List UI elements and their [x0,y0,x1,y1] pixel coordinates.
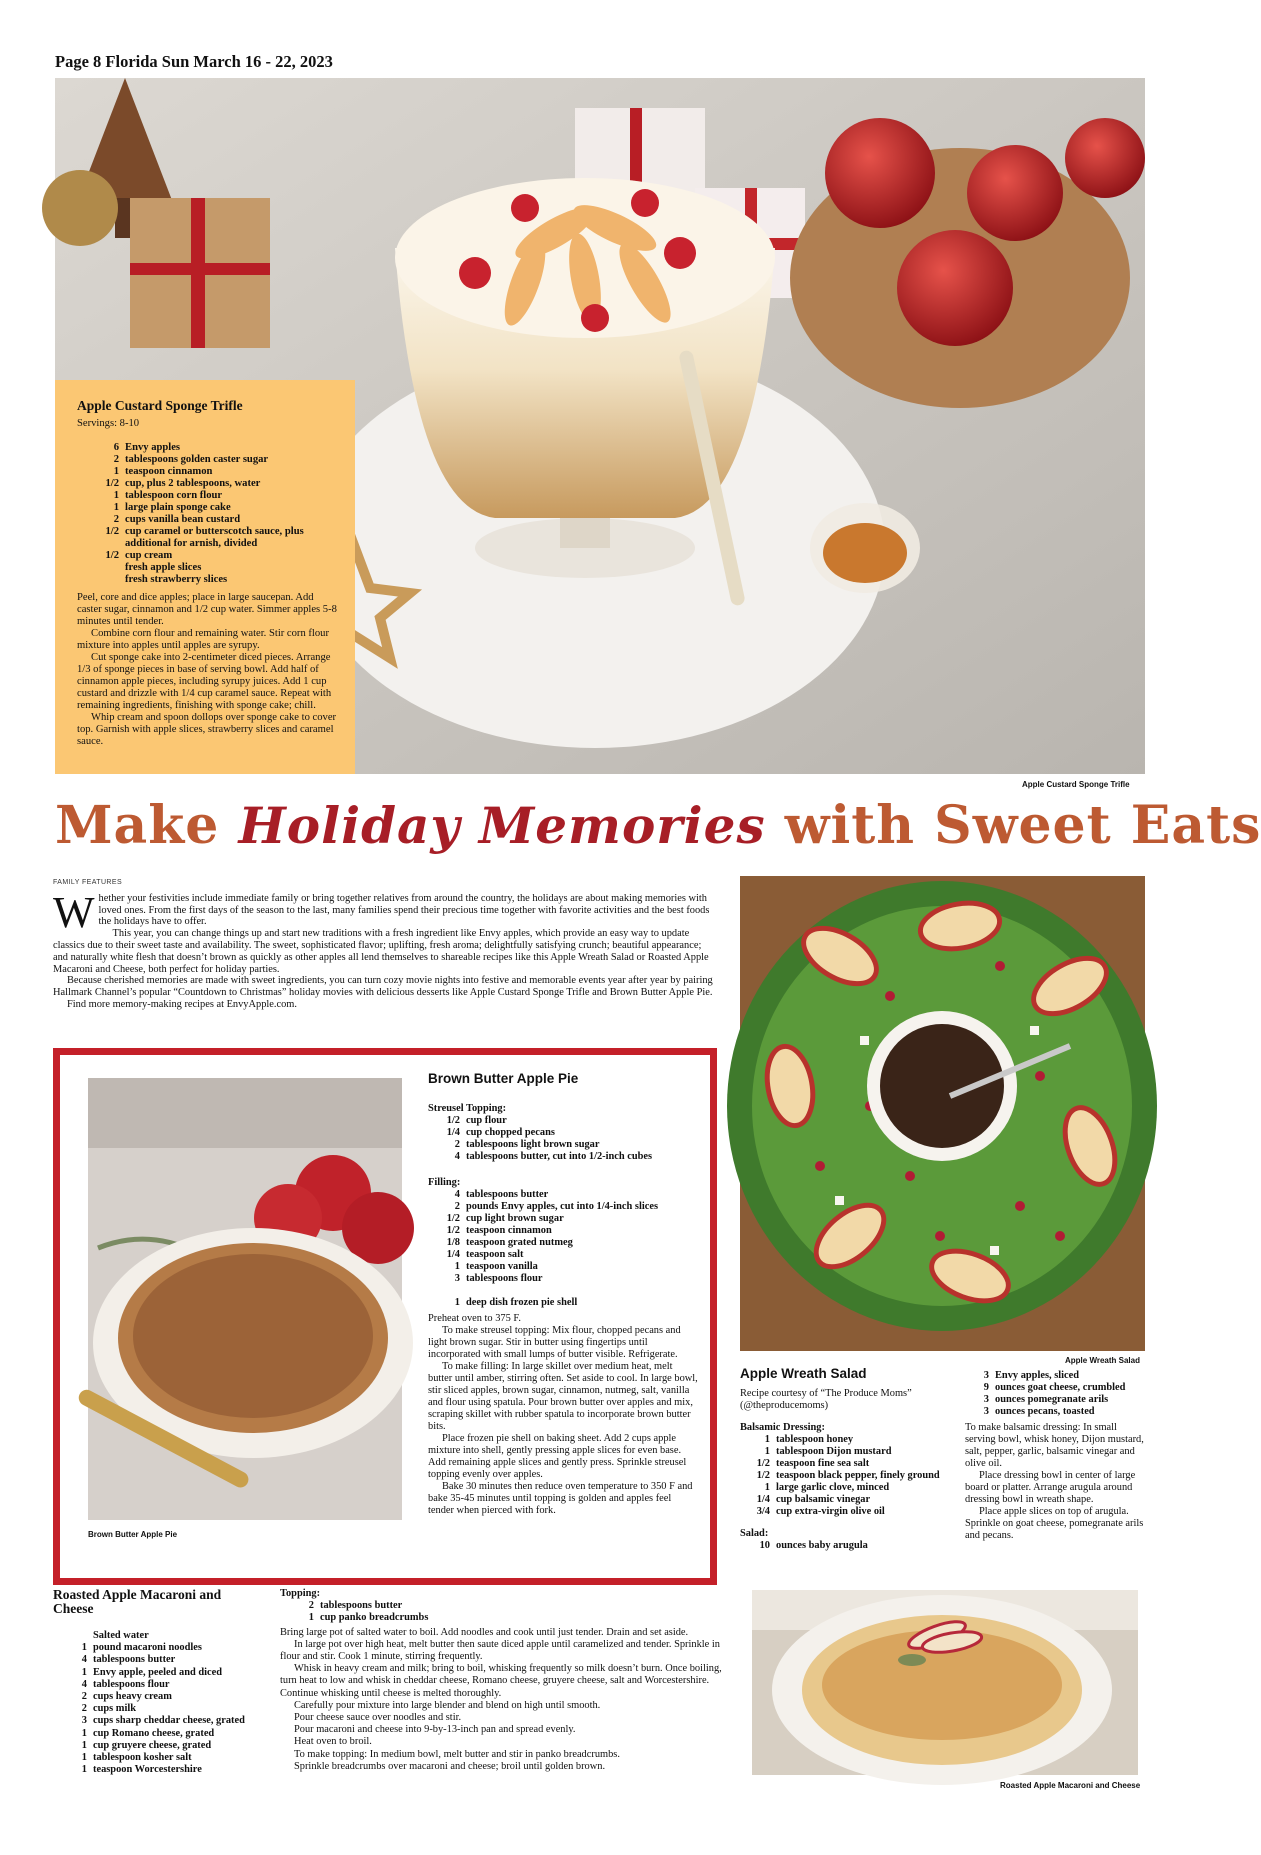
ingredient-line [65,1740,265,1752]
ingredient-line [428,1225,698,1237]
direction-paragraph: Pour macaroni and cheese into 9-by-13-inch pan and spread evenly. [294,1724,576,1736]
ingredient-quantity: 1 [764,1446,770,1457]
ingredient-line [65,1715,265,1727]
ingredient-text: fresh strawberry slices [125,574,228,585]
ingredient-line [740,1470,940,1482]
direction-paragraph: To make balsamic dressing: In small serving bowl, whisk honey, Dijon mustard, salt, pepper, garlic, balsamic vinegar and olive oil. [965,1422,1144,1469]
ingredient-text: tablespoons butter [320,1600,403,1612]
ingredient-line [77,490,337,502]
mac-directions [280,1627,730,1773]
mac-ingredients [65,1630,265,1776]
pie-caption: Brown Butter Apple Pie [88,1530,178,1539]
ingredient-line [740,1540,940,1552]
filling-ingredients [428,1189,698,1285]
intro-paragraph-1: hether your festivities include immediate family or bring together relatives from around the country, the holidays are about making memories with loved ones. From the first days of the season to the last, many families spend their precious time together with favorite activities and the best foods the holidays have to offer. [98,892,710,928]
ingredient-text: cup cream [125,550,173,561]
ingredient-quantity [77,574,119,586]
direction-paragraph: Heat oven to broil. [294,1736,372,1748]
ingredient-line [77,478,337,490]
ingredient-line [77,466,337,478]
ingredient-line [740,1494,940,1506]
pie-recipe [428,1073,698,1517]
ingredient-quantity: 2 [454,1201,460,1212]
salad-label: Salad: [740,1528,769,1539]
ingredient-quantity: 1 [764,1482,770,1493]
mac-ingredients-block [65,1630,265,1776]
ingredient-text: cup, plus 2 tablespoons, water [125,478,261,489]
ingredient-text: cups sharp cheddar cheese, grated [93,1715,245,1727]
ingredient-text: tablespoon corn flour [125,490,223,501]
ingredient-text: tablespoons butter, cut into 1/2-inch cubes [466,1151,653,1162]
ingredient-line [965,1394,1145,1406]
ingredient-text: tablespoons butter [93,1654,176,1666]
ingredient-line [740,1506,940,1518]
pie-photo [88,1078,402,1520]
direction-paragraph: Combine corn flour and remaining water. Stir corn flour mixture into apples until apples are syrupy. [77,628,330,651]
ingredient-quantity: 1/2 [446,1225,460,1236]
direction-paragraph: Peel, core and dice apples; place in large saucepan. Add caster sugar, cinnamon and 1/2 cup water. Simmer apples 5-8 minutes until tender. [77,592,337,627]
pie-directions [428,1313,698,1517]
ingredient-quantity: 1/2 [446,1115,460,1126]
ingredient-line [428,1261,698,1273]
ingredient-text: cup light brown sugar [466,1213,564,1224]
ingredient-text: cup panko breadcrumbs [320,1612,429,1624]
direction-paragraph: Carefully pour mixture into large blender and blend on high until smooth. [294,1699,601,1711]
mac-caption: Roasted Apple Macaroni and Cheese [1000,1781,1141,1790]
streusel-ingredients [428,1115,698,1163]
ingredient-quantity: 3/4 [756,1506,770,1517]
direction-paragraph: Place apple slices on top of arugula. Sprinkle on goat cheese, pomegranate arils and pecans. [965,1506,1144,1541]
ingredient-quantity: 2 [81,1691,87,1703]
trifle-directions [77,592,337,748]
ingredient-line [428,1127,698,1139]
ingredient-line [65,1642,265,1654]
dropcap: W [53,887,95,937]
ingredient-quantity: 1 [764,1434,770,1445]
ingredient-quantity: 1/2 [105,526,119,537]
direction-paragraph: Place frozen pie shell on baking sheet. Add 2 cups apple mixture into shell, gently pressing apple slices for even base. Add remaining apple slices and gently press. Sprinkle streusel topping evenly over apples. [428,1433,687,1480]
ingredient-line [740,1482,940,1494]
ingredient-line [77,550,337,562]
ingredient-text: ounces pomegranate arils [995,1394,1109,1405]
ingredient-quantity: 10 [759,1540,770,1551]
direction-paragraph: To make topping: In medium bowl, melt butter and stir in panko breadcrumbs. [294,1748,620,1760]
ingredient-line [965,1406,1145,1418]
ingredient-quantity: 1 [308,1612,314,1624]
direction-paragraph: Whisk in heavy cream and milk; bring to boil, whisking frequently so milk doesn’t burn. Once boiling, turn heat to low and whisk in cheddar cheese, Romano cheese, gruyere cheese, salt and Worcestershire. Continue whisking until cheese is melted thoroughly. [280,1663,722,1699]
ingredient-quantity: 6 [113,442,119,453]
ingredient-quantity: 1 [81,1752,87,1764]
ingredient-quantity: 1/2 [105,478,119,489]
direction-paragraph: Pour cheese sauce over noodles and stir. [294,1712,462,1724]
ingredient-text: teaspoon salt [466,1249,524,1260]
salad-caption: Apple Wreath Salad [1065,1356,1140,1365]
streusel-label: Streusel Topping: [428,1103,507,1114]
ingredient-line [428,1273,698,1285]
ingredient-line [965,1370,1145,1382]
ingredient-line [965,1382,1145,1394]
ingredient-line [77,574,337,586]
intro-paragraph-2: This year, you can change things up and start new traditions with a fresh ingredient like Envy apples, which provide an easy way to update classics due to their sweet taste and availability. The sweet, sophisticated flavor; uplifting, fresh aroma; delightfully satisfying crunch; beautiful appearance; and naturally white flesh that doesn’t brown as quickly as other apples all lend themselves to shareable recipes like this Apple Wreath Salad or Roasted Apple Macaroni and Cheese, both perfect for holiday parties. [53,928,709,975]
headline-part-2: Holiday Memories [238,796,766,855]
ingredient-line [428,1151,698,1163]
salad-title: Apple Wreath Salad [740,1366,867,1381]
intro-paragraph-4: Find more memory-making recipes at EnvyApple.com. [67,998,297,1010]
ingredient-line [740,1446,940,1458]
ingredient-text: Envy apples [125,442,181,453]
ingredient-quantity: 1/2 [446,1213,460,1224]
mac-title: Roasted Apple Macaroni and Cheese [53,1587,222,1616]
ingredient-line [288,1612,730,1624]
ingredient-quantity: 1/8 [446,1237,460,1248]
salad-recipe [740,1368,940,1552]
ingredient-quantity: 1 [81,1642,87,1654]
mac-topping-and-directions [280,1588,730,1773]
dressing-ingredients [740,1434,940,1518]
direction-paragraph: In large pot over high heat, melt butter then saute diced apple until caramelized and tender. Sprinkle in flour and stir. Cook 1 minute, stirring frequently. [280,1638,720,1663]
direction-paragraph: To make filling: In large skillet over medium heat, melt butter until amber, stirring often. Set aside to cool. In large bowl, stir sliced apples, brown sugar, cinnamon, nutmeg, salt, vanilla and flour using spatula. Pour brown butter over apples and mix, scraping skillet with rubber spatula to incorporate brown butter bits. [428,1361,698,1432]
trifle-recipe-box [55,380,355,774]
ingredient-line [428,1139,698,1151]
ingredient-line [77,454,337,466]
ingredient-text: teaspoon grated nutmeg [466,1237,573,1248]
ingredient-text: tablespoon Dijon mustard [776,1446,892,1457]
ingredient-line [65,1764,265,1776]
direction-paragraph: Place dressing bowl in center of large board or platter. Arrange arugula around dressing bowl in wreath shape. [965,1470,1136,1505]
ingredient-line [65,1654,265,1666]
filling-label: Filling: [428,1177,461,1188]
pie-title: Brown Butter Apple Pie [428,1071,579,1086]
ingredient-text: cup chopped pecans [466,1127,555,1138]
direction-paragraph: Whip cream and spoon dollops over sponge cake to cover top. Garnish with apple slices, strawberry slices and caramel sauce. [77,712,337,747]
page-header: Page 8 Florida Sun March 16 - 22, 2023 [55,52,333,71]
ingredient-line [65,1679,265,1691]
ingredient-text: cups vanilla bean custard [125,514,241,525]
salad-recipe-column-2 [965,1370,1145,1542]
ingredient-line [428,1249,698,1261]
ingredient-quantity: 2 [81,1703,87,1715]
ingredient-quantity: 4 [454,1151,460,1162]
direction-paragraph: Sprinkle breadcrumbs over macaroni and cheese; broil until golden brown. [294,1760,606,1772]
ingredient-text: tablespoons butter [466,1189,549,1200]
ingredient-line [740,1434,940,1446]
ingredient-text: tablespoons flour [466,1273,543,1284]
ingredient-text: teaspoon Worcestershire [93,1764,202,1776]
ingredient-quantity: 1/2 [756,1470,770,1481]
ingredient-line [77,562,337,574]
topping-label: Topping: [280,1588,321,1599]
ingredient-text: cup flour [466,1115,507,1126]
ingredient-text: Envy apples, sliced [995,1370,1080,1381]
kicker: FAMILY FEATURES [53,879,123,886]
ingredient-text: teaspoon vanilla [466,1261,538,1272]
ingredient-text: teaspoon cinnamon [466,1225,552,1236]
ingredient-text: tablespoon kosher salt [93,1752,192,1764]
ingredient-text: large plain sponge cake [125,502,231,513]
ingredient-quantity: 2 [113,454,119,465]
ingredient-text: pound macaroni noodles [93,1642,202,1654]
salad-credit: Recipe courtesy of “The Produce Moms” (@theproducemoms) [740,1388,912,1411]
ingredient-quantity [77,562,119,574]
headline [55,795,1261,856]
ingredient-text: ounces goat cheese, crumbled [995,1382,1126,1393]
trifle-title: Apple Custard Sponge Trifle [77,398,243,413]
ingredient-line [65,1667,265,1679]
mac-photo [752,1590,1138,1775]
ingredient-quantity: 2 [454,1139,460,1150]
ingredient-text: cup balsamic vinegar [776,1494,871,1505]
ingredient-text: tablespoons golden caster sugar [125,454,269,465]
direction-paragraph: Cut sponge cake into 2-centimeter diced pieces. Arrange 1/3 of sponge pieces in base of serving bowl. Add half of cinnamon apple pieces, including syrupy juices. Add 1 cup custard and drizzle with 1/4 cup caramel sauce. Repeat with remaining ingredients, finishing with sponge cake; chill. [77,652,332,711]
salad-ingredients [740,1540,940,1552]
ingredient-text: cups heavy cream [93,1691,172,1703]
headline-part-3: with Sweet Eats [765,795,1261,856]
ingredient-text: large garlic clove, minced [776,1482,890,1493]
hero-caption: Apple Custard Sponge Trifle [1022,780,1130,789]
ingredient-quantity: 1/4 [756,1494,770,1505]
ingredient-line [65,1703,265,1715]
ingredient-quantity: 1 [81,1739,87,1751]
ingredient-text: cup gruyere cheese, grated [93,1739,212,1751]
intro-paragraph-3: Because cherished memories are made with sweet ingredients, you can turn cozy movie nights into festive and memorable events year after year by pairing Hallmark Channel’s popular “Countdown to Christmas” holiday movies with delicious desserts like Apple Custard Sponge Trifle and Brown Butter Apple Pie. [53,975,713,999]
ingredient-quantity: 4 [81,1678,87,1690]
ingredient-text: fresh apple slices [125,562,202,573]
ingredient-line [65,1630,265,1642]
ingredient-quantity: 1 [81,1727,87,1739]
ingredient-quantity: 1 [113,466,119,477]
ingredient-text: teaspoon black pepper, finely ground [776,1470,940,1481]
ingredient-line: 1 deep dish frozen pie shell [454,1297,578,1308]
ingredient-line [65,1691,265,1703]
ingredient-line [77,442,337,454]
ingredient-quantity: 3 [983,1394,989,1405]
ingredient-quantity: 3 [454,1273,460,1284]
ingredient-text: ounces pecans, toasted [995,1406,1095,1417]
direction-paragraph: Preheat oven to 375 F. [428,1313,521,1324]
ingredient-text: cup caramel or butterscotch sauce, plus additional for arnish, divided [125,526,304,549]
ingredient-text: Salted water [93,1630,149,1641]
ingredient-quantity: 1 [81,1764,87,1776]
direction-paragraph: To make streusel topping: Mix flour, chopped pecans and light brown sugar. Stir in butter using fingertips until incorporated with small lumps of butter visible. Refrigerate. [428,1325,681,1360]
ingredient-text: teaspoon fine sea salt [776,1458,870,1469]
ingredient-text: cup Romano cheese, grated [93,1727,215,1739]
ingredient-line [65,1728,265,1740]
ingredient-quantity: 3 [81,1715,87,1727]
ingredient-line [428,1237,698,1249]
ingredient-quantity: 1/2 [105,550,119,561]
ingredient-quantity: 4 [81,1654,87,1666]
ingredient-quantity: 3 [983,1370,989,1381]
ingredient-quantity: 1/4 [446,1127,460,1138]
salad-photo [740,876,1145,1351]
ingredient-line [65,1752,265,1764]
ingredient-text: tablespoons flour [93,1678,170,1690]
topping-ingredients [280,1600,730,1624]
ingredient-line [428,1115,698,1127]
ingredient-text: cup extra-virgin olive oil [776,1506,885,1517]
ingredient-line [77,502,337,514]
ingredient-quantity: 1/2 [756,1458,770,1469]
direction-paragraph: Bring large pot of salted water to boil. Add noodles and cook until just tender. Drain and set aside. [280,1626,689,1638]
ingredient-line [740,1458,940,1470]
ingredient-quantity: 1/4 [446,1249,460,1260]
ingredient-quantity: 9 [983,1382,989,1393]
ingredient-line [77,526,337,550]
ingredient-quantity [65,1630,87,1642]
ingredient-line [428,1201,698,1213]
ingredient-text: tablespoon honey [776,1434,854,1445]
salad-directions [965,1422,1145,1542]
ingredient-quantity: 1 [454,1261,460,1272]
headline-part-1: Make [55,795,239,856]
ingredient-text: cups milk [93,1703,137,1715]
intro-article [53,877,718,1011]
dressing-label: Balsamic Dressing: [740,1422,825,1433]
ingredient-text: ounces baby arugula [776,1540,868,1551]
salad-ingredients-2 [965,1370,1145,1418]
ingredient-quantity: 4 [454,1189,460,1200]
ingredient-quantity: 1 [113,502,119,513]
ingredient-line [428,1213,698,1225]
ingredient-line [428,1189,698,1201]
trifle-ingredients [77,442,337,586]
ingredient-quantity: 2 [308,1600,314,1612]
ingredient-quantity: 2 [113,514,119,525]
ingredient-text: pounds Envy apples, cut into 1/4-inch slices [466,1201,658,1212]
ingredient-quantity: 3 [983,1406,989,1417]
ingredient-line [77,514,337,526]
direction-paragraph: Bake 30 minutes then reduce oven temperature to 350 F and bake 35-45 minutes until topping is golden and apples feel tender when pierced with fork. [428,1481,693,1516]
ingredient-text: tablespoons light brown sugar [466,1139,600,1150]
ingredient-quantity: 1 [81,1666,87,1678]
ingredient-line [288,1600,730,1612]
ingredient-text: Envy apple, peeled and diced [93,1666,223,1678]
ingredient-quantity: 1 [113,490,119,501]
pie-shell-ingredient [428,1297,698,1309]
ingredient-text: teaspoon cinnamon [125,466,213,477]
trifle-servings: Servings: 8-10 [77,418,140,429]
